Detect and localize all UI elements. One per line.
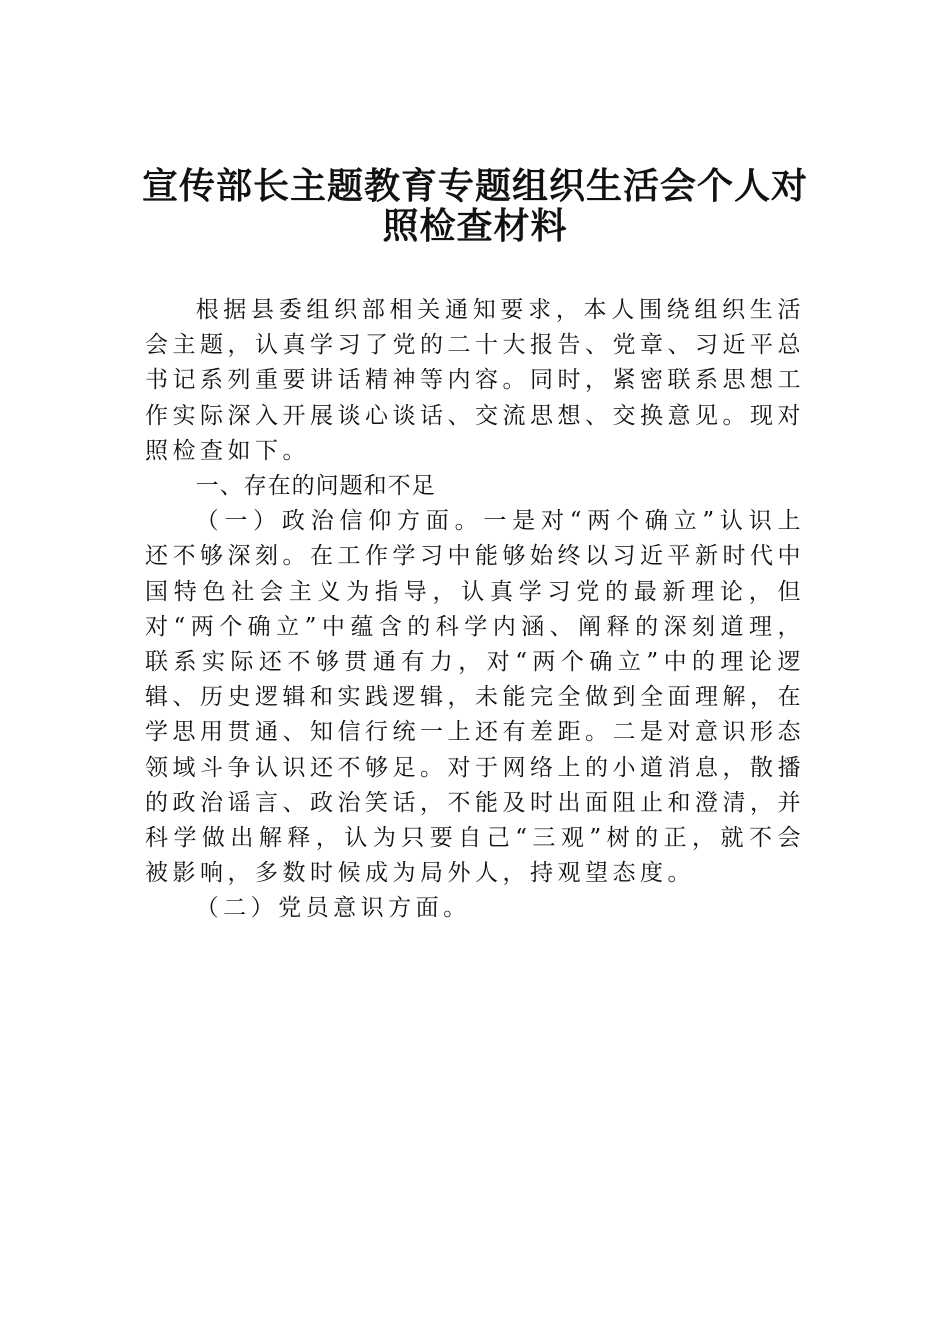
document-title-line-1: 宣传部长主题教育专题组织生活会个人对: [141, 165, 808, 207]
subsection-political-belief: （一）政治信仰方面。一是对“两个确立”认识上还不够深刻。在工作学习中能够始终以习近平新时代中国特色社会主义为指导，认真学习党的最新理论，但对“两个确立”中蕴含的科学内涵、阐释的深刻道理，联系实际还不够贯通有力，对“两个确立”中的理论逻辑、历史逻辑和实践逻辑，未能完全做到全面理解，在学思用贯通、知信行统一上还有差距。二是对意识形态领域斗争认识还不够足。对于网络上的小道消息，散播的政治谣言、政治笑话，不能及时出面阻止和澄清，并科学做出解释，认为只要自己“三观”树的正，就不会被影响，多数时候成为局外人，持观望态度。: [145, 508, 805, 887]
intro-paragraph: 根据县委组织部相关通知要求，本人围绕组织生活会主题，认真学习了党的二十大报告、党章、习近平总书记系列重要讲话精神等内容。同时，紧密联系思想工作实际深入开展谈心谈话、交流思想、交换意见。现对照检查如下。: [145, 297, 805, 464]
document-title-line-2: 照检查材料: [382, 205, 568, 247]
document-body: [145, 293, 805, 927]
section-heading-problems: 一、存在的问题和不足: [195, 473, 436, 500]
subsection-party-awareness: （二）党员意识方面。: [195, 895, 471, 922]
